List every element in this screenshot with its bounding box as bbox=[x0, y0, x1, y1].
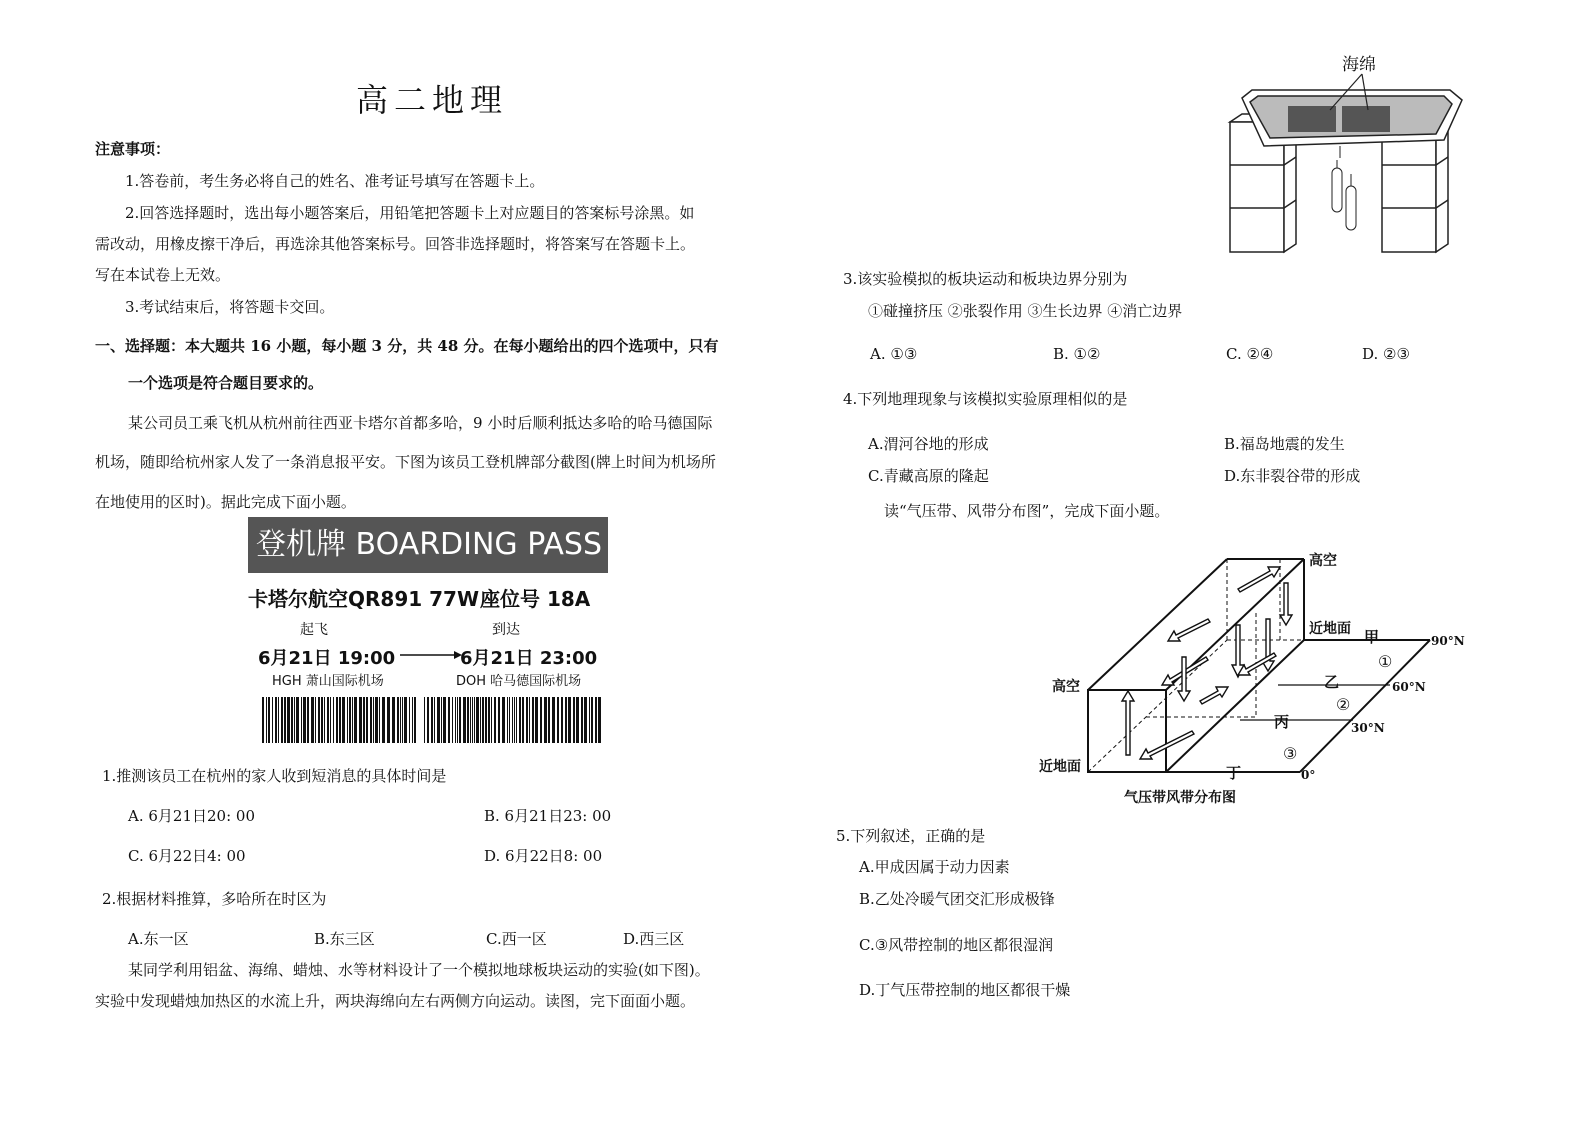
label-lat-60: 60°N bbox=[1392, 680, 1426, 694]
passage2-line-1: 某同学利用铝盆、海绵、蜡烛、水等材料设计了一个模拟地球板块运动的实验(如下图)。 bbox=[128, 961, 710, 979]
q4-option-a: A.渭河谷地的形成 bbox=[868, 435, 989, 453]
q2-option-b: B.东三区 bbox=[314, 930, 375, 948]
q2-option-a: A.东一区 bbox=[128, 930, 189, 948]
label-lat-90: 90°N bbox=[1431, 634, 1465, 648]
page-title: 高二地理 bbox=[356, 81, 509, 119]
note-3: 3.考试结束后，将答题卡交回。 bbox=[125, 298, 335, 316]
arrow-right-icon bbox=[400, 647, 462, 663]
barcode bbox=[262, 697, 606, 747]
q2-option-c: C.西一区 bbox=[486, 930, 547, 948]
label-near-left: 近地面 bbox=[1039, 759, 1081, 775]
label-high-left: 高空 bbox=[1052, 679, 1080, 695]
passage1-line-2: 机场，随即给杭州家人发了一条消息报平安。下图为该员工登机牌部分截图(牌上时间为机场所 bbox=[95, 453, 716, 471]
boarding-pass-depart-airport: HGH 萧山国际机场 bbox=[272, 674, 384, 689]
q1-option-c: C. 6月22日4: 00 bbox=[128, 847, 246, 865]
q1-option-d: D. 6月22日8: 00 bbox=[484, 847, 603, 865]
q4-stem: 4.下列地理现象与该模拟实验原理相似的是 bbox=[843, 390, 1128, 408]
label-circle-1: ① bbox=[1378, 652, 1393, 671]
q3-option-b: B. ①② bbox=[1053, 345, 1101, 363]
label-bing: 丙 bbox=[1274, 713, 1290, 731]
label-lat-30: 30°N bbox=[1351, 721, 1385, 735]
q5-option-c: C.③风带控制的地区都很湿润 bbox=[859, 936, 1054, 954]
q1-option-b: B. 6月21日23: 00 bbox=[484, 807, 612, 825]
boarding-pass-flight: 卡塔尔航空QR891 77W bbox=[248, 587, 480, 611]
boarding-pass-image bbox=[248, 517, 612, 749]
notes-heading: 注意事项： bbox=[95, 140, 171, 158]
q2-option-d: D.西三区 bbox=[623, 930, 685, 948]
q3-stem: 3.该实验模拟的板块运动和板块边界分别为 bbox=[843, 270, 1128, 288]
q1-option-a: A. 6月21日20: 00 bbox=[128, 807, 255, 825]
q1-stem: 1.推测该员工在杭州的家人收到短消息的具体时间是 bbox=[102, 767, 447, 785]
experiment-figure bbox=[1222, 50, 1472, 260]
q4-option-b: B.福岛地震的发生 bbox=[1224, 435, 1345, 453]
note-1: 1.答卷前，考生务必将自己的姓名、准考证号填写在答题卡上。 bbox=[125, 172, 545, 190]
label-jia: 甲 bbox=[1364, 628, 1380, 646]
sponge-label: 海绵 bbox=[1342, 55, 1376, 75]
q5-option-a: A.甲成因属于动力因素 bbox=[859, 858, 1010, 876]
label-circle-3: ③ bbox=[1283, 744, 1298, 763]
section-heading-line-1: 一、选择题：本大题共 16 小题，每小题 3 分，共 48 分。在每小题给出的四个选项中，只有 bbox=[95, 337, 719, 355]
q3-option-d: D. ②③ bbox=[1362, 345, 1410, 363]
passage2-line-2: 实验中发现蜡烛加热区的水流上升，两块海绵向左右两侧方向运动。读图，完下面面小题。 bbox=[95, 992, 696, 1010]
boarding-pass-seat: 座位号 18A bbox=[480, 587, 591, 611]
passage1-line-3: 在地使用的区时)。据此完成下面小题。 bbox=[95, 493, 356, 511]
q4-option-d: D.东非裂谷带的形成 bbox=[1224, 467, 1361, 485]
note-2-line-1: 2.回答选择题时，选出每小题答案后，用铅笔把答题卡上对应题目的答案标号涂黑。如 bbox=[125, 204, 695, 222]
boarding-pass-depart-time: 6月21日 19:00 bbox=[258, 648, 396, 669]
pressure-figure-caption: 气压带风带分布图 bbox=[1124, 790, 1236, 806]
label-circle-2: ② bbox=[1336, 695, 1351, 714]
q2-stem: 2.根据材料推算，多哈所在时区为 bbox=[102, 890, 327, 908]
boarding-pass-arrive-label: 到达 bbox=[492, 622, 520, 638]
q3-items: ①碰撞挤压 ②张裂作用 ③生长边界 ④消亡边界 bbox=[868, 302, 1183, 320]
section-heading-line-2: 一个选项是符合题目要求的。 bbox=[128, 374, 324, 392]
label-lat-0: 0° bbox=[1301, 768, 1316, 782]
q5-option-b: B.乙处冷暖气团交汇形成极锋 bbox=[859, 890, 1055, 908]
q4-option-c: C.青藏高原的隆起 bbox=[868, 467, 989, 485]
label-yi: 乙 bbox=[1324, 673, 1340, 691]
note-2-line-2: 需改动，用橡皮擦干净后，再选涂其他答案标号。回答非选择题时，将答案写在答题卡上。 bbox=[95, 235, 696, 253]
q5-option-d: D.丁气压带控制的地区都很干燥 bbox=[859, 981, 1071, 999]
q3-option-c: C. ②④ bbox=[1226, 345, 1274, 363]
q5-stem: 5.下列叙述，正确的是 bbox=[836, 827, 986, 845]
q3-option-a: A. ①③ bbox=[870, 345, 918, 363]
boarding-pass-arrive-time: 6月21日 23:00 bbox=[460, 648, 598, 669]
label-ding: 丁 bbox=[1226, 764, 1242, 782]
boarding-pass-depart-label: 起飞 bbox=[300, 622, 328, 638]
boarding-pass-arrive-airport: DOH 哈马德国际机场 bbox=[456, 674, 582, 689]
boarding-pass-header: 登机牌 BOARDING PASS bbox=[248, 517, 608, 573]
passage3: 读“气压带、风带分布图”，完成下面小题。 bbox=[884, 502, 1170, 520]
note-2-line-3: 写在本试卷上无效。 bbox=[95, 266, 231, 284]
label-near-top: 近地面 bbox=[1309, 621, 1351, 637]
label-high-top: 高空 bbox=[1309, 553, 1337, 569]
passage1-line-1: 某公司员工乘飞机从杭州前往西亚卡塔尔首都多哈，9 小时后顺利抵达多哈的哈马德国际 bbox=[128, 414, 713, 432]
